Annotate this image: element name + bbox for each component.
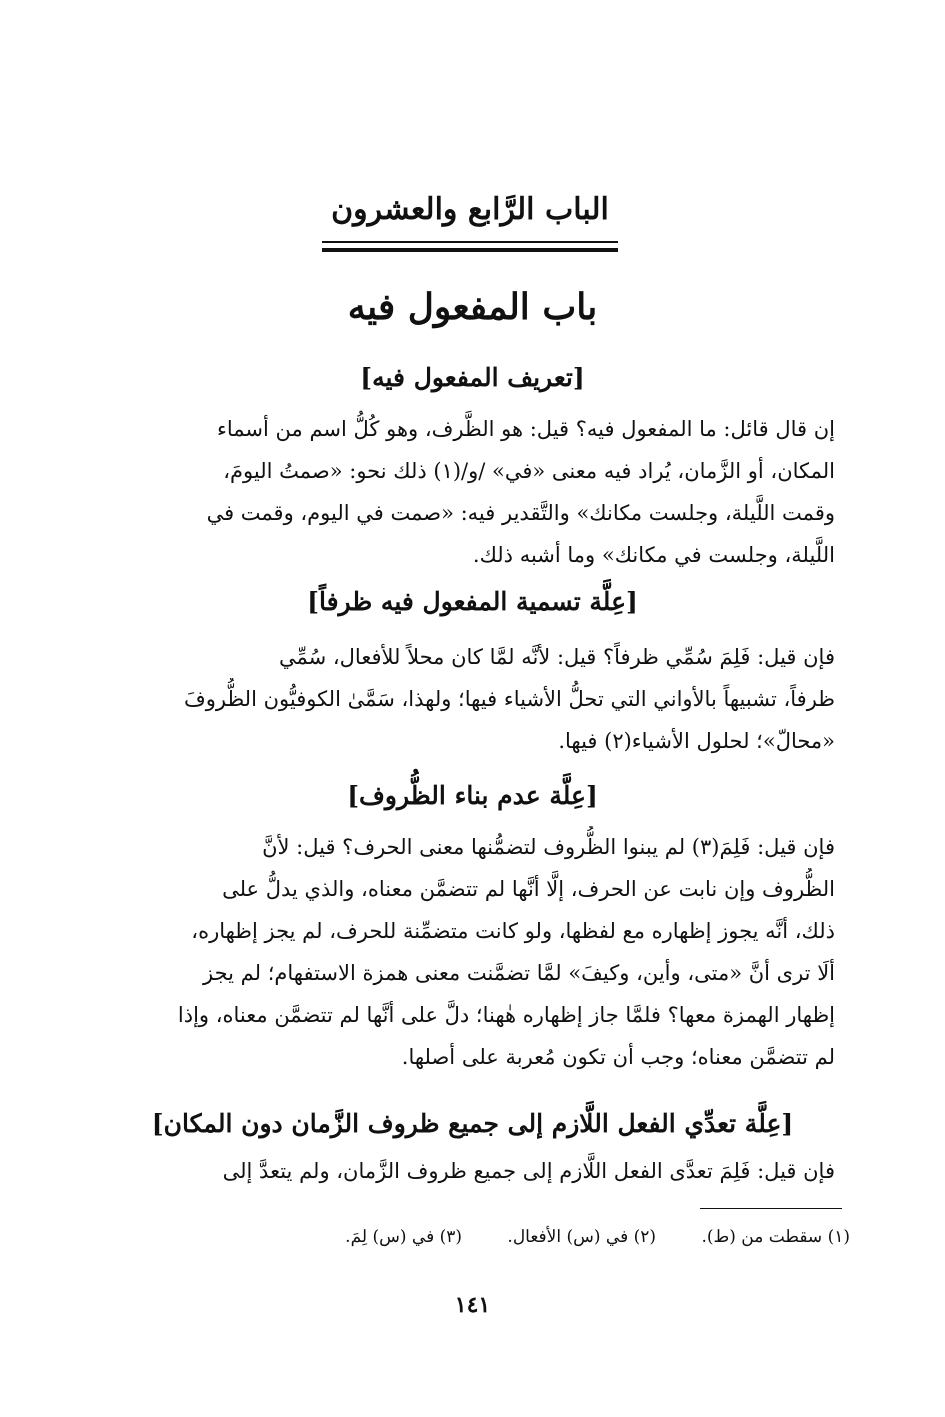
- text-line: وقمت اللَّيلة، وجلست مكانك» والتَّقدير فيه: «صمت في اليوم، وقمت في: [206, 501, 835, 525]
- text-line: ألَا ترى أنَّ «متى، وأين، وكيفَ» لمَّا تضمَّنت معنى همزة الاستفهام؛ لم يجز: [203, 961, 835, 985]
- text-line: إظهار الهمزة معها؟ فلمَّا جاز إظهاره هٰهنا؛ دلَّ على أنَّها لم تتضمَّن معناه، وإذا: [177, 1003, 835, 1027]
- text-line: فإن قيل: فَلِمَ(٣) لم يبنوا الظُّروف لتضمُّنها معنى الحرف؟ قيل: لأنَّ: [262, 835, 835, 859]
- footnote-rule: [700, 1208, 842, 1209]
- text-line: لم تتضمَّن معناه؛ وجب أن تكون مُعربة على أصلها.: [401, 1045, 835, 1069]
- text-line: ظرفاً، تشبيهاً بالأواني التي تحلُّ الأشياء فيها؛ ولهذا، سَمَّىٰ الكوفيُّون الظُّروفَ: [183, 687, 835, 711]
- footnote-3: (٣) في (س) لِمَ.: [345, 1227, 463, 1247]
- title-rule-thick: [322, 248, 618, 252]
- chapter-title: الباب الرَّابع والعشرون: [331, 192, 609, 227]
- page-number: ١٤١: [454, 1292, 491, 1318]
- subheading-definition: [تعريف المفعول فيه]: [360, 363, 585, 392]
- text-line: فإن قيل: فَلِمَ سُمِّي ظرفاً؟ قيل: لأنَّه لمَّا كان محلاً للأفعال، سُمِّي: [278, 645, 835, 669]
- paragraph-definition: [110, 408, 835, 576]
- paragraph-intransitive-verb: [110, 1150, 835, 1192]
- text-line: ذلك، أنَّه يجوز إظهاره مع لفظها، ولو كانت متضمِّنة للحرف، لم يجز إظهاره،: [191, 919, 835, 943]
- title-rule-thin: [322, 241, 618, 243]
- paragraph-non-building: [110, 826, 835, 1078]
- text-line: «محالّ»؛ لحلول الأشياء(٢) فيها.: [558, 729, 835, 753]
- text-line: فإن قيل: فَلِمَ تعدَّى الفعل اللَّازم إلى جميع ظروف الزَّمان، ولم يتعدَّ إلى: [222, 1159, 835, 1183]
- paragraph-naming-reason: [110, 636, 835, 762]
- footnote-1: (١) سقطت من (ط).: [701, 1227, 850, 1247]
- text-line: إن قال قائل: ما المفعول فيه؟ قيل: هو الظَّرف، وهو كُلُّ اسم من أسماء: [217, 417, 835, 441]
- section-title: باب المفعول فيه: [347, 286, 598, 328]
- subheading-non-building: [عِلَّة عدم بناء الظُّروف]: [347, 781, 598, 810]
- subheading-naming-reason: [عِلَّة تسمية المفعول فيه ظرفاً]: [307, 587, 638, 616]
- footnote-2: (٢) في (س) الأفعال.: [507, 1227, 657, 1247]
- text-line: المكان، أو الزَّمان، يُراد فيه معنى «في» /و/(١) ذلك نحو: «صمتُ اليومَ،: [223, 459, 835, 483]
- text-line: اللَّيلة، وجلست في مكانك» وما أشبه ذلك.: [472, 543, 835, 567]
- text-line: الظُّروف وإن نابت عن الحرف، إلَّا أنَّها لم تتضمَّن معناه، والذي يدلُّ على: [222, 877, 835, 901]
- footnotes: [150, 1222, 850, 1252]
- subheading-intransitive-verb: [عِلَّة تعدِّي الفعل اللَّازم إلى جميع ظروف الزَّمان دون المكان]: [151, 1109, 794, 1138]
